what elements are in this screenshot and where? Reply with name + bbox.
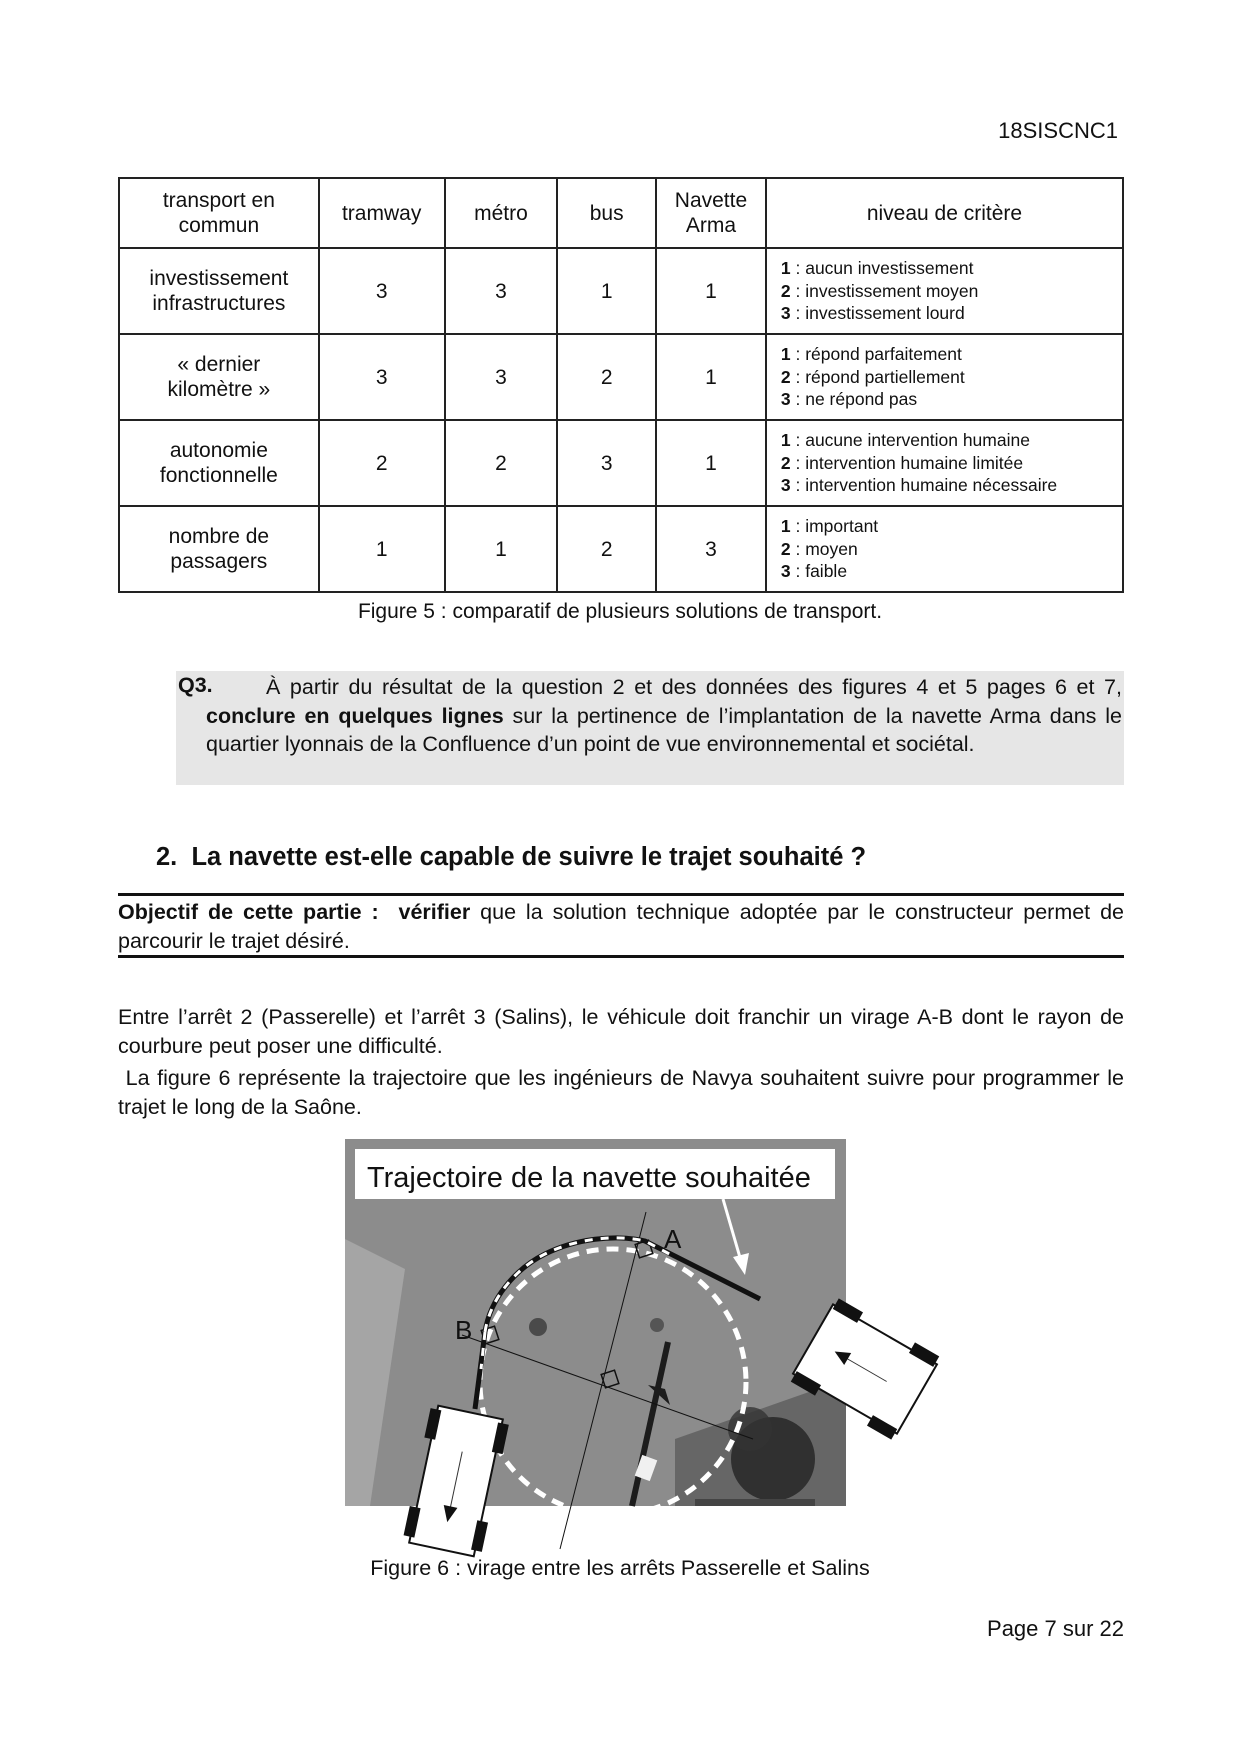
paragraph-virage: Entre l’arrêt 2 (Passerelle) et l’arrêt 3 (Salins), le véhicule doit franchir un virage A-B dont le rayon de courbure peut poser une difficulté. (118, 1005, 1124, 1058)
table-row (119, 248, 1123, 334)
point-b-label: B (455, 1315, 473, 1345)
figure-5-caption: Figure 5 : comparatif de plusieurs solutions de transport. (357, 600, 883, 623)
section-title (156, 843, 866, 872)
criterion-cell: autonomie fonctionnelle (119, 420, 319, 506)
objective-bottom-rule (118, 955, 1124, 958)
metro-value: 3 (445, 334, 558, 420)
header-navette: Navette Arma (656, 178, 766, 248)
bus-value: 3 (557, 420, 656, 506)
table-row (119, 334, 1123, 420)
question-q3-box (176, 671, 1124, 785)
trajectory-diagram (345, 1139, 965, 1559)
criterion-cell: « dernier kilomètre » (119, 334, 319, 420)
bus-value: 2 (557, 334, 656, 420)
navette-value: 3 (656, 506, 766, 592)
figure-6-caption: Figure 6 : virage entre les arrêts Passerelle et Salins (370, 1556, 870, 1580)
tramway-value: 3 (319, 248, 445, 334)
tramway-value: 1 (319, 506, 445, 592)
question-label: Q3. (178, 673, 213, 697)
banner-text: Trajectoire de la navette souhaitée (367, 1162, 811, 1194)
tramway-value: 3 (319, 334, 445, 420)
header-transport: transport en commun (119, 178, 319, 248)
table-row (119, 420, 1123, 506)
navette-value: 1 (656, 248, 766, 334)
table-row (119, 506, 1123, 592)
objective-top-rule (118, 893, 1124, 896)
criteria-levels: 1 : aucune intervention humaine 2 : intervention humaine limitée 3 : intervention humaine nécessaire (766, 420, 1123, 506)
navette-value: 1 (656, 420, 766, 506)
section-number: 2. (156, 843, 178, 871)
criteria-levels: 1 : important 2 : moyen 3 : faible (766, 506, 1123, 592)
table-header-row (119, 178, 1123, 248)
criteria-levels: 1 : répond parfaitement 2 : répond partiellement 3 : ne répond pas (766, 334, 1123, 420)
tramway-value: 2 (319, 420, 445, 506)
trajectory-aerial-photo (345, 1139, 846, 1506)
section-objective: Objectif de cette partie : vérifier que la solution technique adoptée par le constructeur permet de parcourir le trajet désiré. (118, 900, 1124, 953)
question-text: À partir du résultat de la question 2 et des données des figures 4 et 5 pages 6 et 7, conclure en quelques lignes sur la pertinence de l’implantation de la navette Arma dans le quartier lyonnais de la Confluence d’un point de vue environnemental et sociétal. (206, 675, 1122, 756)
bus-value: 2 (557, 506, 656, 592)
metro-value: 1 (445, 506, 558, 592)
header-tramway: tramway (319, 178, 445, 248)
transport-comparison-table (118, 177, 1124, 593)
page-number: Page 7 sur 22 (987, 1616, 1124, 1641)
bus-value: 1 (557, 248, 656, 334)
header-bus: bus (557, 178, 656, 248)
paragraph-figure-6: La figure 6 représente la trajectoire que les ingénieurs de Navya souhaitent suivre pour programmer le trajet le long de la Saône. (118, 1066, 1130, 1119)
metro-value: 2 (445, 420, 558, 506)
navette-value: 1 (656, 334, 766, 420)
metro-value: 3 (445, 248, 558, 334)
criterion-cell: investissement infrastructures (119, 248, 319, 334)
header-criteria-level: niveau de critère (766, 178, 1123, 248)
section-heading: La navette est-elle capable de suivre le trajet souhaité ? (191, 843, 867, 871)
criterion-cell: nombre de passagers (119, 506, 319, 592)
header-metro: métro (445, 178, 558, 248)
criteria-levels: 1 : aucun investissement 2 : investissement moyen 3 : investissement lourd (766, 248, 1123, 334)
point-a-label: A (664, 1224, 682, 1254)
document-code: 18SISCNC1 (998, 118, 1118, 143)
